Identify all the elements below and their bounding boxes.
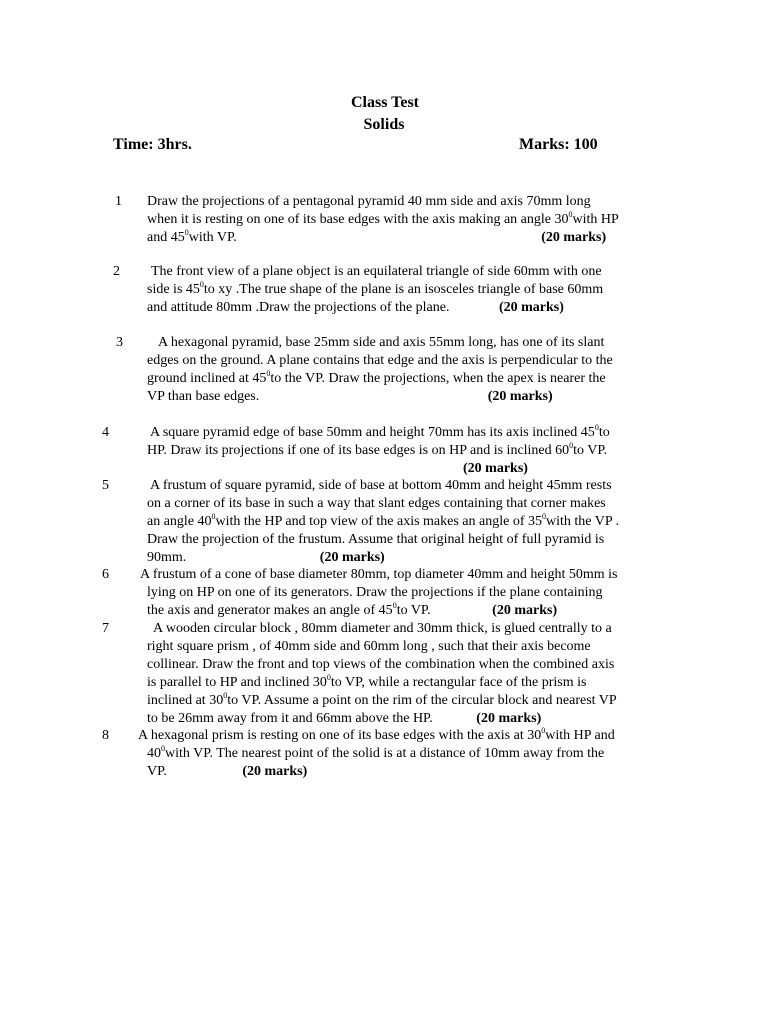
- q8-line-2b: with VP. The nearest point of the solid is at a distance of 10mm away from the: [165, 746, 605, 761]
- q1-line-3b: with VP.: [188, 230, 237, 245]
- q8-line-2: 40: [147, 746, 161, 761]
- degree-sup: 0: [568, 210, 573, 219]
- q8-line-3: VP.: [147, 764, 167, 779]
- q4-marks: (20 marks): [463, 461, 528, 476]
- q5-marks: (20 marks): [319, 550, 385, 565]
- question-3: [147, 334, 655, 406]
- question-6: [140, 566, 655, 620]
- question-1: [147, 193, 655, 247]
- question-number-3: 3: [116, 335, 123, 350]
- test-subtitle: Solids: [363, 116, 405, 133]
- degree-sup: 0: [542, 512, 546, 521]
- q4-line-2b: to VP.: [573, 443, 608, 458]
- q6-line-1: A frustum of a cone of base diameter 80mm, top diameter 40mm and height 50mm is: [140, 567, 618, 582]
- question-8: [138, 727, 655, 781]
- q7-line-3: collinear. Draw the front and top views of the combination when the combined axis: [147, 657, 615, 672]
- question-number-1: 1: [115, 194, 122, 209]
- q5-line-3: an angle 40: [147, 514, 212, 529]
- question-7: [147, 620, 655, 728]
- question-number-6: 6: [102, 567, 109, 582]
- q7-marks: (20 marks): [476, 711, 542, 726]
- q3-marks: (20 marks): [487, 389, 553, 404]
- degree-sup: 0: [211, 512, 216, 521]
- degree-sup: 0: [541, 726, 546, 735]
- q3-line-4: VP than base edges.: [147, 389, 260, 404]
- q5-line-3c: with the VP .: [546, 514, 620, 529]
- q1-line-2: when it is resting on one of its base edges with the axis making an angle 30: [147, 212, 569, 227]
- q5-line-2: on a corner of its base in such a way that slant edges containing that corner makes: [147, 496, 606, 511]
- degree-sup: 0: [184, 228, 189, 237]
- degree-sup: 0: [161, 744, 165, 753]
- q8-marks: (20 marks): [242, 764, 308, 779]
- q7-line-4b: to VP, while a rectangular face of the prism is: [330, 675, 587, 690]
- marks-total: Marks: 100: [519, 136, 598, 153]
- degree-sup: 0: [392, 601, 397, 610]
- q2-line-2: side is 45: [147, 282, 200, 297]
- question-5: [147, 477, 655, 567]
- q8-line-1b: with HP and: [545, 728, 615, 743]
- question-2: [147, 263, 655, 317]
- q1-line-2b: with HP: [572, 212, 619, 227]
- q2-line-2b: to xy .The true shape of the plane is an isosceles triangle of base 60mm: [203, 282, 604, 297]
- q7-line-1: A wooden circular block , 80mm diameter and 30mm thick, is glued centrally to a: [153, 621, 612, 636]
- q5-line-4: Draw the projection of the frustum. Assume that original height of full pyramid is: [147, 532, 605, 547]
- q3-line-3b: to the VP. Draw the projections, when the apex is nearer the: [270, 371, 606, 386]
- q5-line-1: A frustum of square pyramid, side of base at bottom 40mm and height 45mm rests: [150, 478, 612, 493]
- q5-line-3b: with the HP and top view of the axis makes an angle of 35: [215, 514, 542, 529]
- question-number-4: 4: [102, 425, 109, 440]
- degree-sup: 0: [199, 280, 204, 289]
- q2-line-1: The front view of a plane object is an equilateral triangle of side 60mm with one: [151, 264, 602, 279]
- q7-line-5b: to VP. Assume a point on the rim of the circular block and nearest VP: [227, 693, 617, 708]
- q3-line-3: ground inclined at 45: [147, 371, 267, 386]
- q2-marks: (20 marks): [498, 300, 564, 315]
- question-number-2: 2: [113, 264, 120, 279]
- q7-line-5: inclined at 30: [147, 693, 224, 708]
- q5-line-5: 90mm.: [147, 550, 187, 565]
- time-label: Time: 3hrs.: [113, 136, 192, 153]
- q6-line-3b: to VP.: [396, 603, 431, 618]
- q1-marks: (20 marks): [541, 230, 607, 245]
- q7-line-2: right square prism , of 40mm side and 60mm long , such that their axis become: [147, 639, 591, 654]
- degree-sup: 0: [594, 423, 599, 432]
- q7-line-4: is parallel to HP and inclined 30: [147, 675, 327, 690]
- q6-marks: (20 marks): [492, 603, 558, 618]
- q4-line-2: HP. Draw its projections if one of its base edges is on HP and is inclined 60: [147, 443, 570, 458]
- question-4: [147, 424, 657, 478]
- q3-line-2: edges on the ground. A plane contains that edge and the axis is perpendicular to the: [147, 353, 613, 368]
- test-title: Class Test: [350, 94, 420, 111]
- degree-sup: 0: [326, 673, 331, 682]
- question-number-5: 5: [102, 478, 109, 493]
- q4-line-1b: to: [598, 425, 610, 440]
- q6-line-3: the axis and generator makes an angle of 45: [147, 603, 393, 618]
- q7-line-6: to be 26mm away from it and 66mm above the HP.: [147, 711, 433, 726]
- degree-sup: 0: [569, 441, 574, 450]
- q8-line-1: A hexagonal prism is resting on one of its base edges with the axis at 30: [138, 728, 542, 743]
- q2-line-3: and attitude 80mm .Draw the projections of the plane.: [147, 300, 450, 315]
- q1-line-1: Draw the projections of a pentagonal pyramid 40 mm side and axis 70mm long: [147, 194, 591, 209]
- question-number-8: 8: [102, 728, 109, 743]
- q1-line-3: and 45: [147, 230, 185, 245]
- question-number-7: 7: [102, 621, 109, 636]
- degree-sup: 0: [223, 691, 228, 700]
- degree-sup: 0: [266, 369, 271, 378]
- q3-line-1: A hexagonal pyramid, base 25mm side and axis 55mm long, has one of its slant: [158, 335, 605, 350]
- q4-line-1: A square pyramid edge of base 50mm and height 70mm has its axis inclined 45: [150, 425, 595, 440]
- q6-line-2: lying on HP on one of its generators. Draw the projections if the plane containing: [147, 585, 603, 600]
